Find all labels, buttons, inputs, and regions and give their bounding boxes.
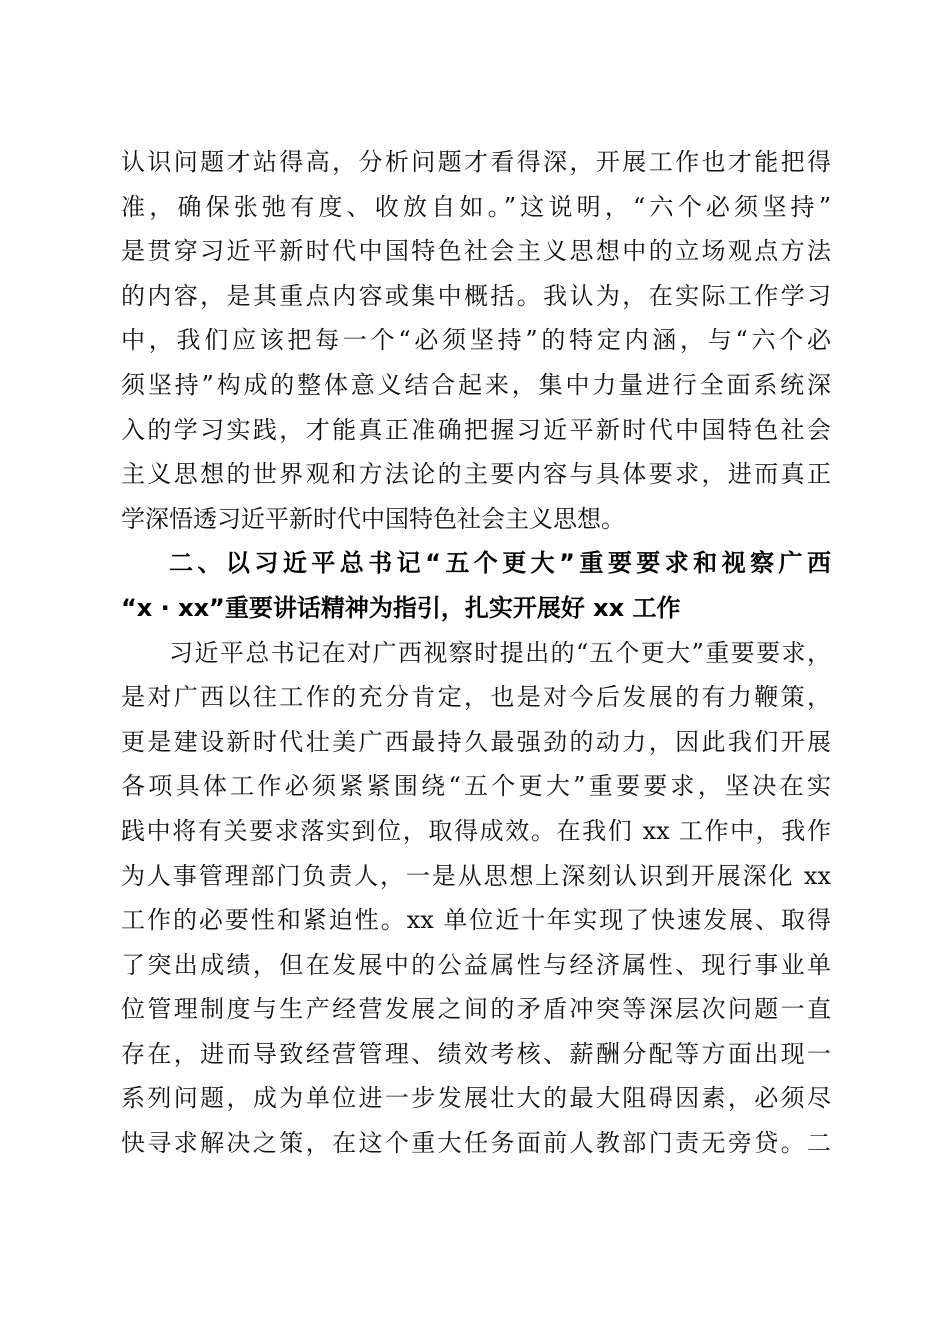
text-line: 践中将有关要求落实到位，取得成效。在我们 xx 工作中，我作 [121, 816, 831, 845]
text-line: 须坚持”构成的整体意义结合起来，集中力量进行全面系统深 [121, 370, 831, 399]
text-line: 系列问题，成为单位进一步发展壮大的最大阻碍因素，必须尽 [121, 1084, 831, 1113]
text-line: 存在，进而导致经营管理、绩效考核、薪酬分配等方面出现一 [121, 1039, 831, 1068]
text-line: 工作的必要性和紧迫性。xx 单位近十年实现了快速发展、取得 [121, 906, 831, 935]
text-line: 准，确保张弛有度、收放自如。”这说明，“六个必须坚持” [121, 192, 831, 221]
text-line: 是对广西以往工作的充分肯定，也是对今后发展的有力鞭策， [121, 683, 831, 712]
text-line: 位管理制度与生产经营发展之间的矛盾冲突等深层次问题一直 [121, 995, 831, 1024]
paragraph-continued [121, 140, 831, 541]
text-line: 更是建设新时代壮美广西最持久最强劲的动力，因此我们开展 [121, 727, 831, 756]
text-line: 各项具体工作必须紧紧围绕“五个更大”重要要求，坚决在实 [121, 772, 831, 801]
section-heading [121, 541, 831, 630]
text-line: 中，我们应该把每一个“必须坚持”的特定内涵，与“六个必 [121, 326, 831, 355]
text-line: 习近平总书记在对广西视察时提出的“五个更大”重要要求， [169, 638, 831, 667]
text-line: 认识问题才站得高，分析问题才看得深，开展工作也才能把得 [121, 148, 831, 176]
text-line: 学深悟透习近平新时代中国特色社会主义思想。 [121, 504, 625, 533]
text-line: 入的学习实践，才能真正准确把握习近平新时代中国特色社会 [121, 415, 831, 444]
text-line: 为人事管理部门负责人，一是从思想上深刻认识到开展深化 xx [121, 861, 831, 890]
text-line: 主义思想的世界观和方法论的主要内容与具体要求，进而真正 [121, 460, 831, 489]
text-line: 了突出成绩，但在发展中的公益属性与经济属性、现行事业单 [121, 950, 831, 979]
heading-line: 二、以习近平总书记“五个更大”重要要求和视察广西 [169, 549, 831, 578]
text-line: 快寻求解决之策，在这个重大任务面前人教部门责无旁贷。二 [121, 1129, 831, 1158]
section-paragraph [121, 631, 831, 1166]
text-line: 的内容，是其重点内容或集中概括。我认为，在实际工作学习 [121, 281, 831, 310]
document-body [121, 140, 831, 1166]
heading-line: “x · xx”重要讲话精神为指引，扎实开展好 xx 工作 [121, 593, 681, 622]
text-line: 是贯穿习近平新时代中国特色社会主义思想中的立场观点方法 [121, 237, 831, 266]
